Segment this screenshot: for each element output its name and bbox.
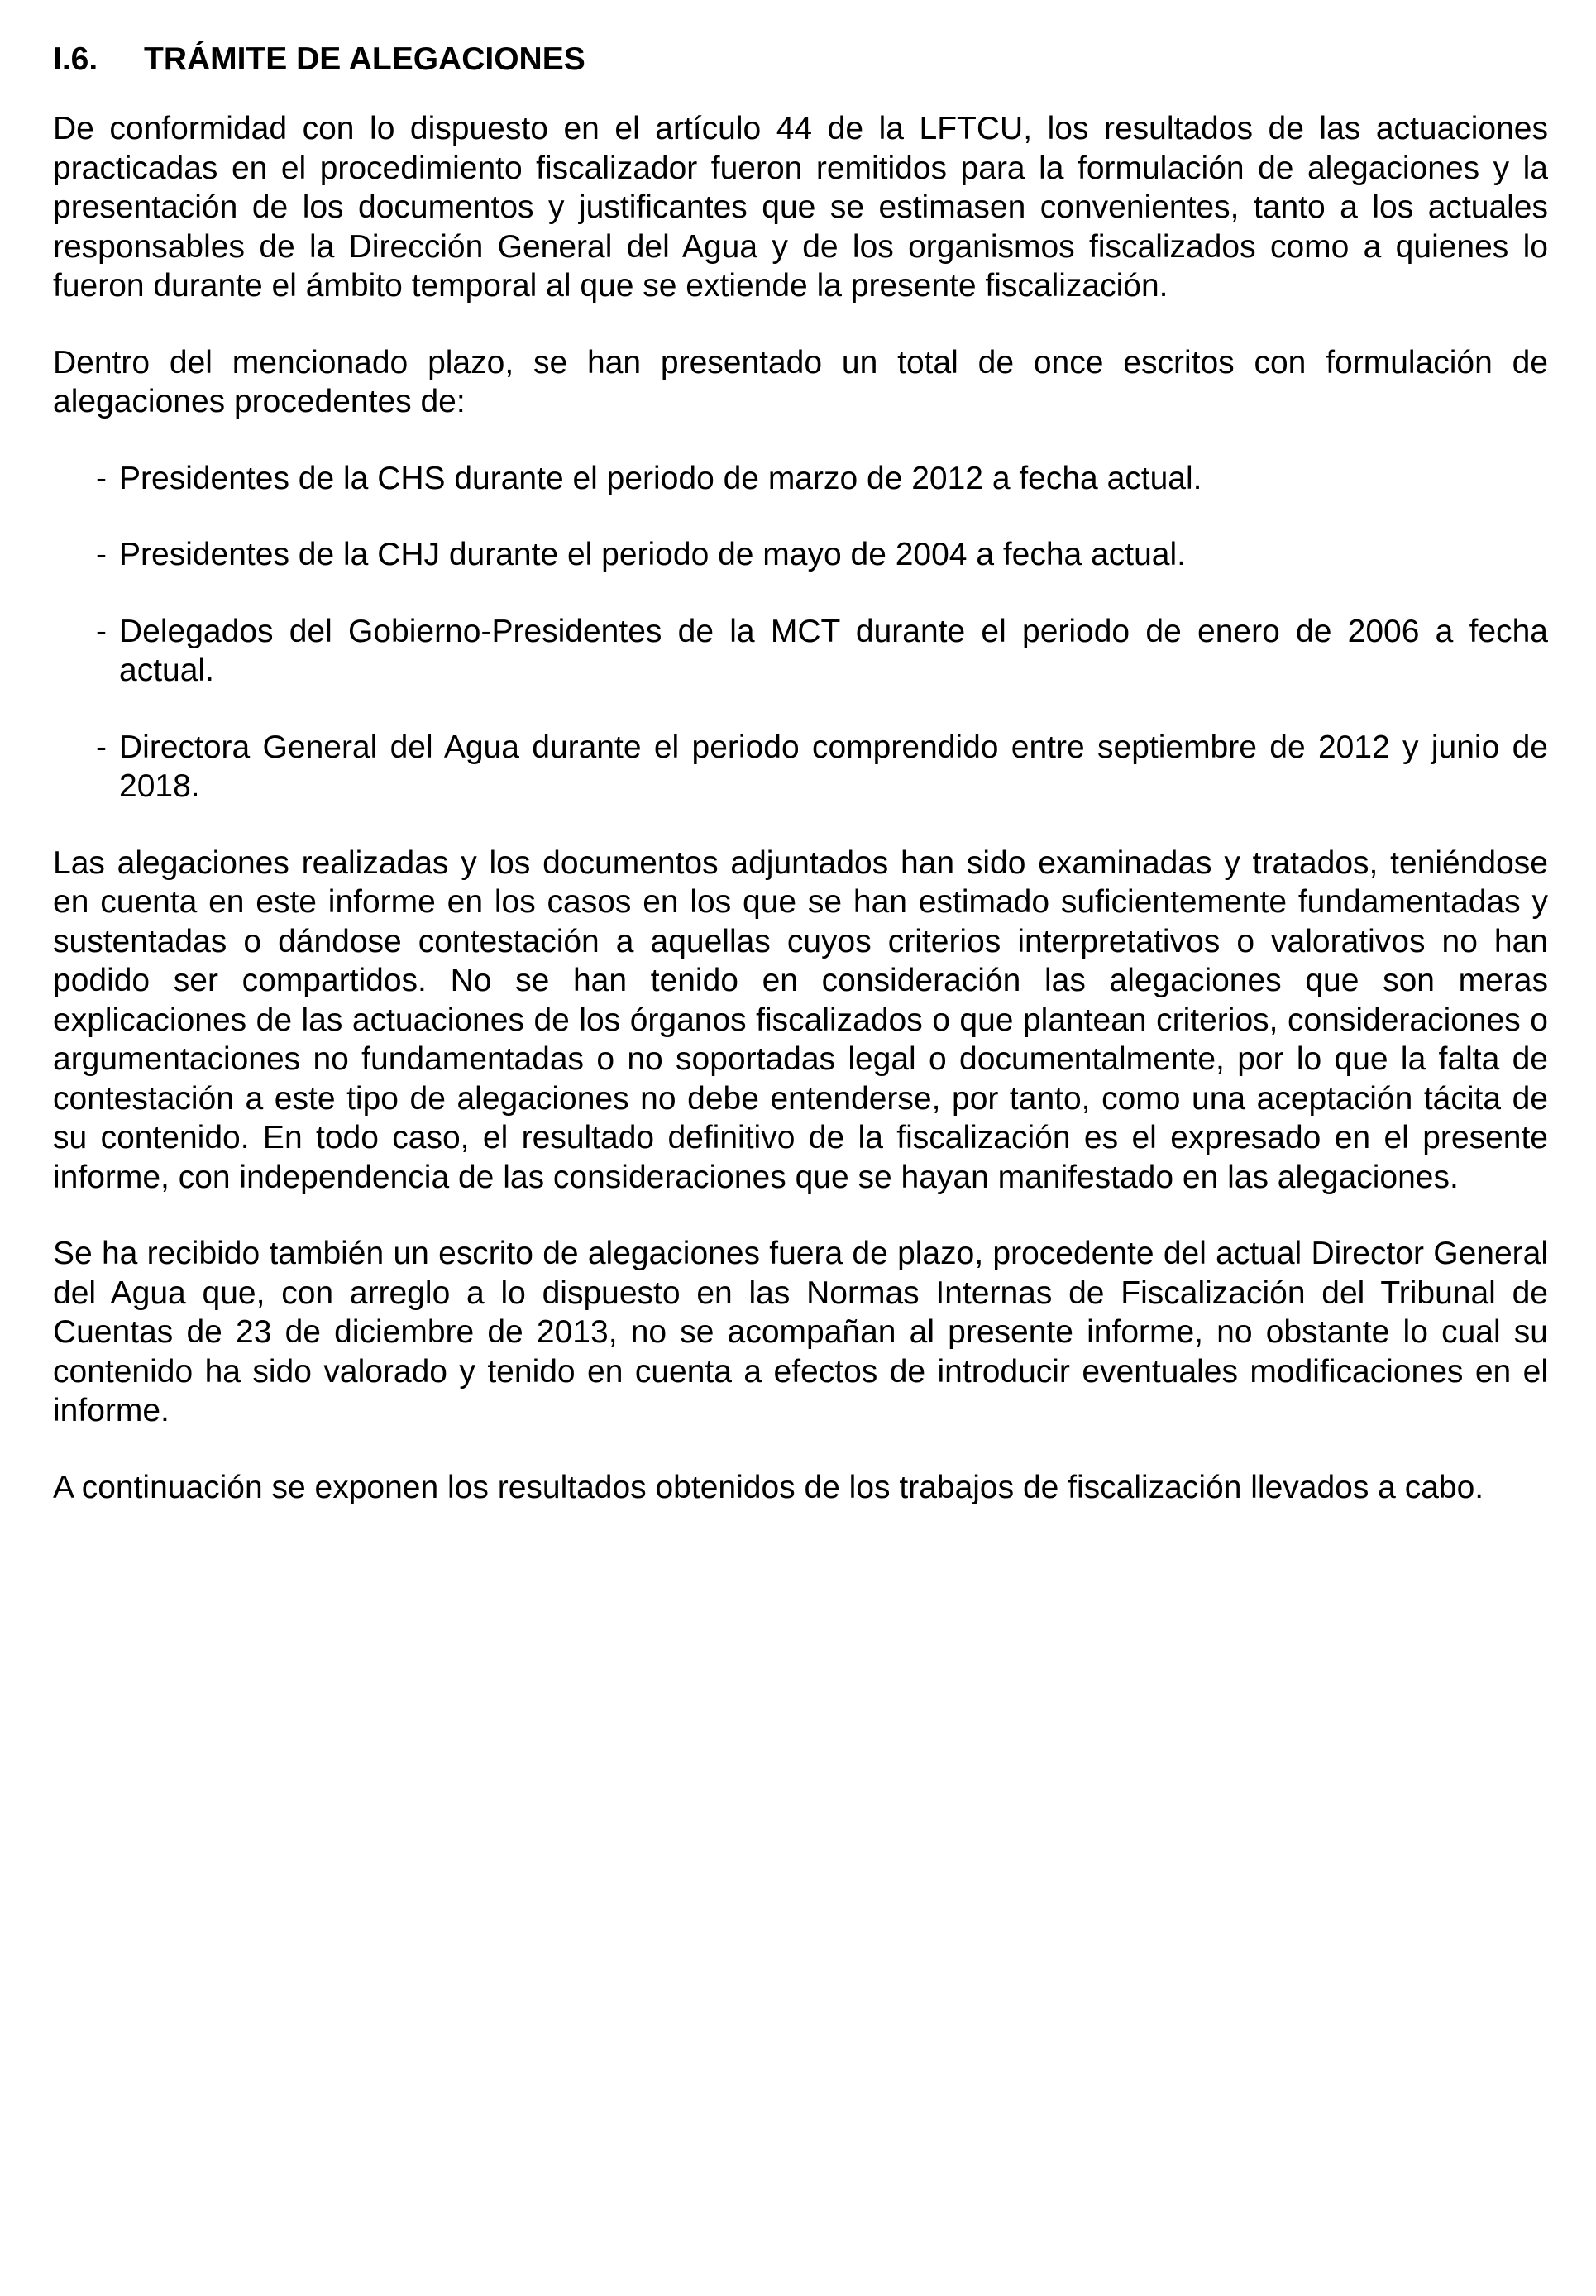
list-item <box>53 459 1548 499</box>
list-item <box>53 612 1548 691</box>
list-bullet: - <box>96 613 107 649</box>
list-item-text: Delegados del Gobierno-Presidentes de la MCT durante el periodo de enero de 2006 a fecha actual. <box>119 613 1548 688</box>
paragraph-conformidad: De conformidad con lo dispuesto en el artículo 44 de la LFTCU, los resultados de las actuaciones practicadas en el procedimiento fiscalizador fueron remitidos para la formulación de alegaciones y la presentación de los documentos y justificantes que se estimasen convenientes, tanto a los actuales responsables de la Dirección General del Agua y de los organismos fiscalizados como a quienes lo fueron durante el ámbito temporal al que se extiende la presente fiscalización. <box>53 111 1548 304</box>
section-title: TRÁMITE DE ALEGACIONES <box>144 41 585 77</box>
section-heading <box>53 36 1548 83</box>
list-item <box>53 728 1548 806</box>
list-item-text: Presidentes de la CHS durante el periodo de marzo de 2012 a fecha actual. <box>119 460 1202 496</box>
paragraph-conclusion: A continuación se exponen los resultados obtenidos de los trabajos de fiscalización llevados a cabo. <box>53 1469 1484 1505</box>
alegaciones-list <box>53 459 1548 806</box>
paragraph-fuera-de-plazo: Se ha recibido también un escrito de alegaciones fuera de plazo, procedente del actual Director General del Agua que, con arreglo a lo dispuesto en las Normas Internas de Fiscalización del Tribunal de Cuentas de 23 de diciembre de 2013, no se acompañan al presente informe, no obstante lo cual su contenido ha sido valorado y tenido en cuenta a efectos de introducir eventuales modificaciones en el informe. <box>53 1236 1548 1428</box>
list-item-text: Presidentes de la CHJ durante el periodo de mayo de 2004 a fecha actual. <box>119 537 1186 572</box>
paragraph-examen-alegaciones: Las alegaciones realizadas y los documentos adjuntados han sido examinadas y tratados, teniéndose en cuenta en este informe en los casos en los que se han estimado suficientemente fundamentadas y sustentadas o dándose contestación a aquellas cuyos criterios interpretativos o valorativos no han podido ser compartidos. No se han tenido en consideración las alegaciones que son meras explicaciones de las actuaciones de los órganos fiscalizados o que plantean criterios, consideraciones o argumentaciones no fundamentadas o no soportadas legal o documentalmente, por lo que la falta de contestación a este tipo de alegaciones no debe entenderse, por tanto, como una aceptación tácita de su contenido. En todo caso, el resultado definitivo de la fiscalización es el expresado en el presente informe, con independencia de las consideraciones que se hayan manifestado en las alegaciones. <box>53 844 1548 1195</box>
section-number: I.6. <box>53 41 98 77</box>
list-bullet: - <box>96 537 107 572</box>
list-bullet: - <box>96 729 107 765</box>
paragraph-plazo: Dentro del mencionado plazo, se han presentado un total de once escritos con formulación de alegaciones procedentes de: <box>53 344 1548 419</box>
list-bullet: - <box>96 460 107 496</box>
document-page <box>53 36 1548 1544</box>
list-item-text: Directora General del Agua durante el periodo comprendido entre septiembre de 2012 y junio de 2018. <box>119 729 1548 804</box>
list-item <box>53 535 1548 575</box>
